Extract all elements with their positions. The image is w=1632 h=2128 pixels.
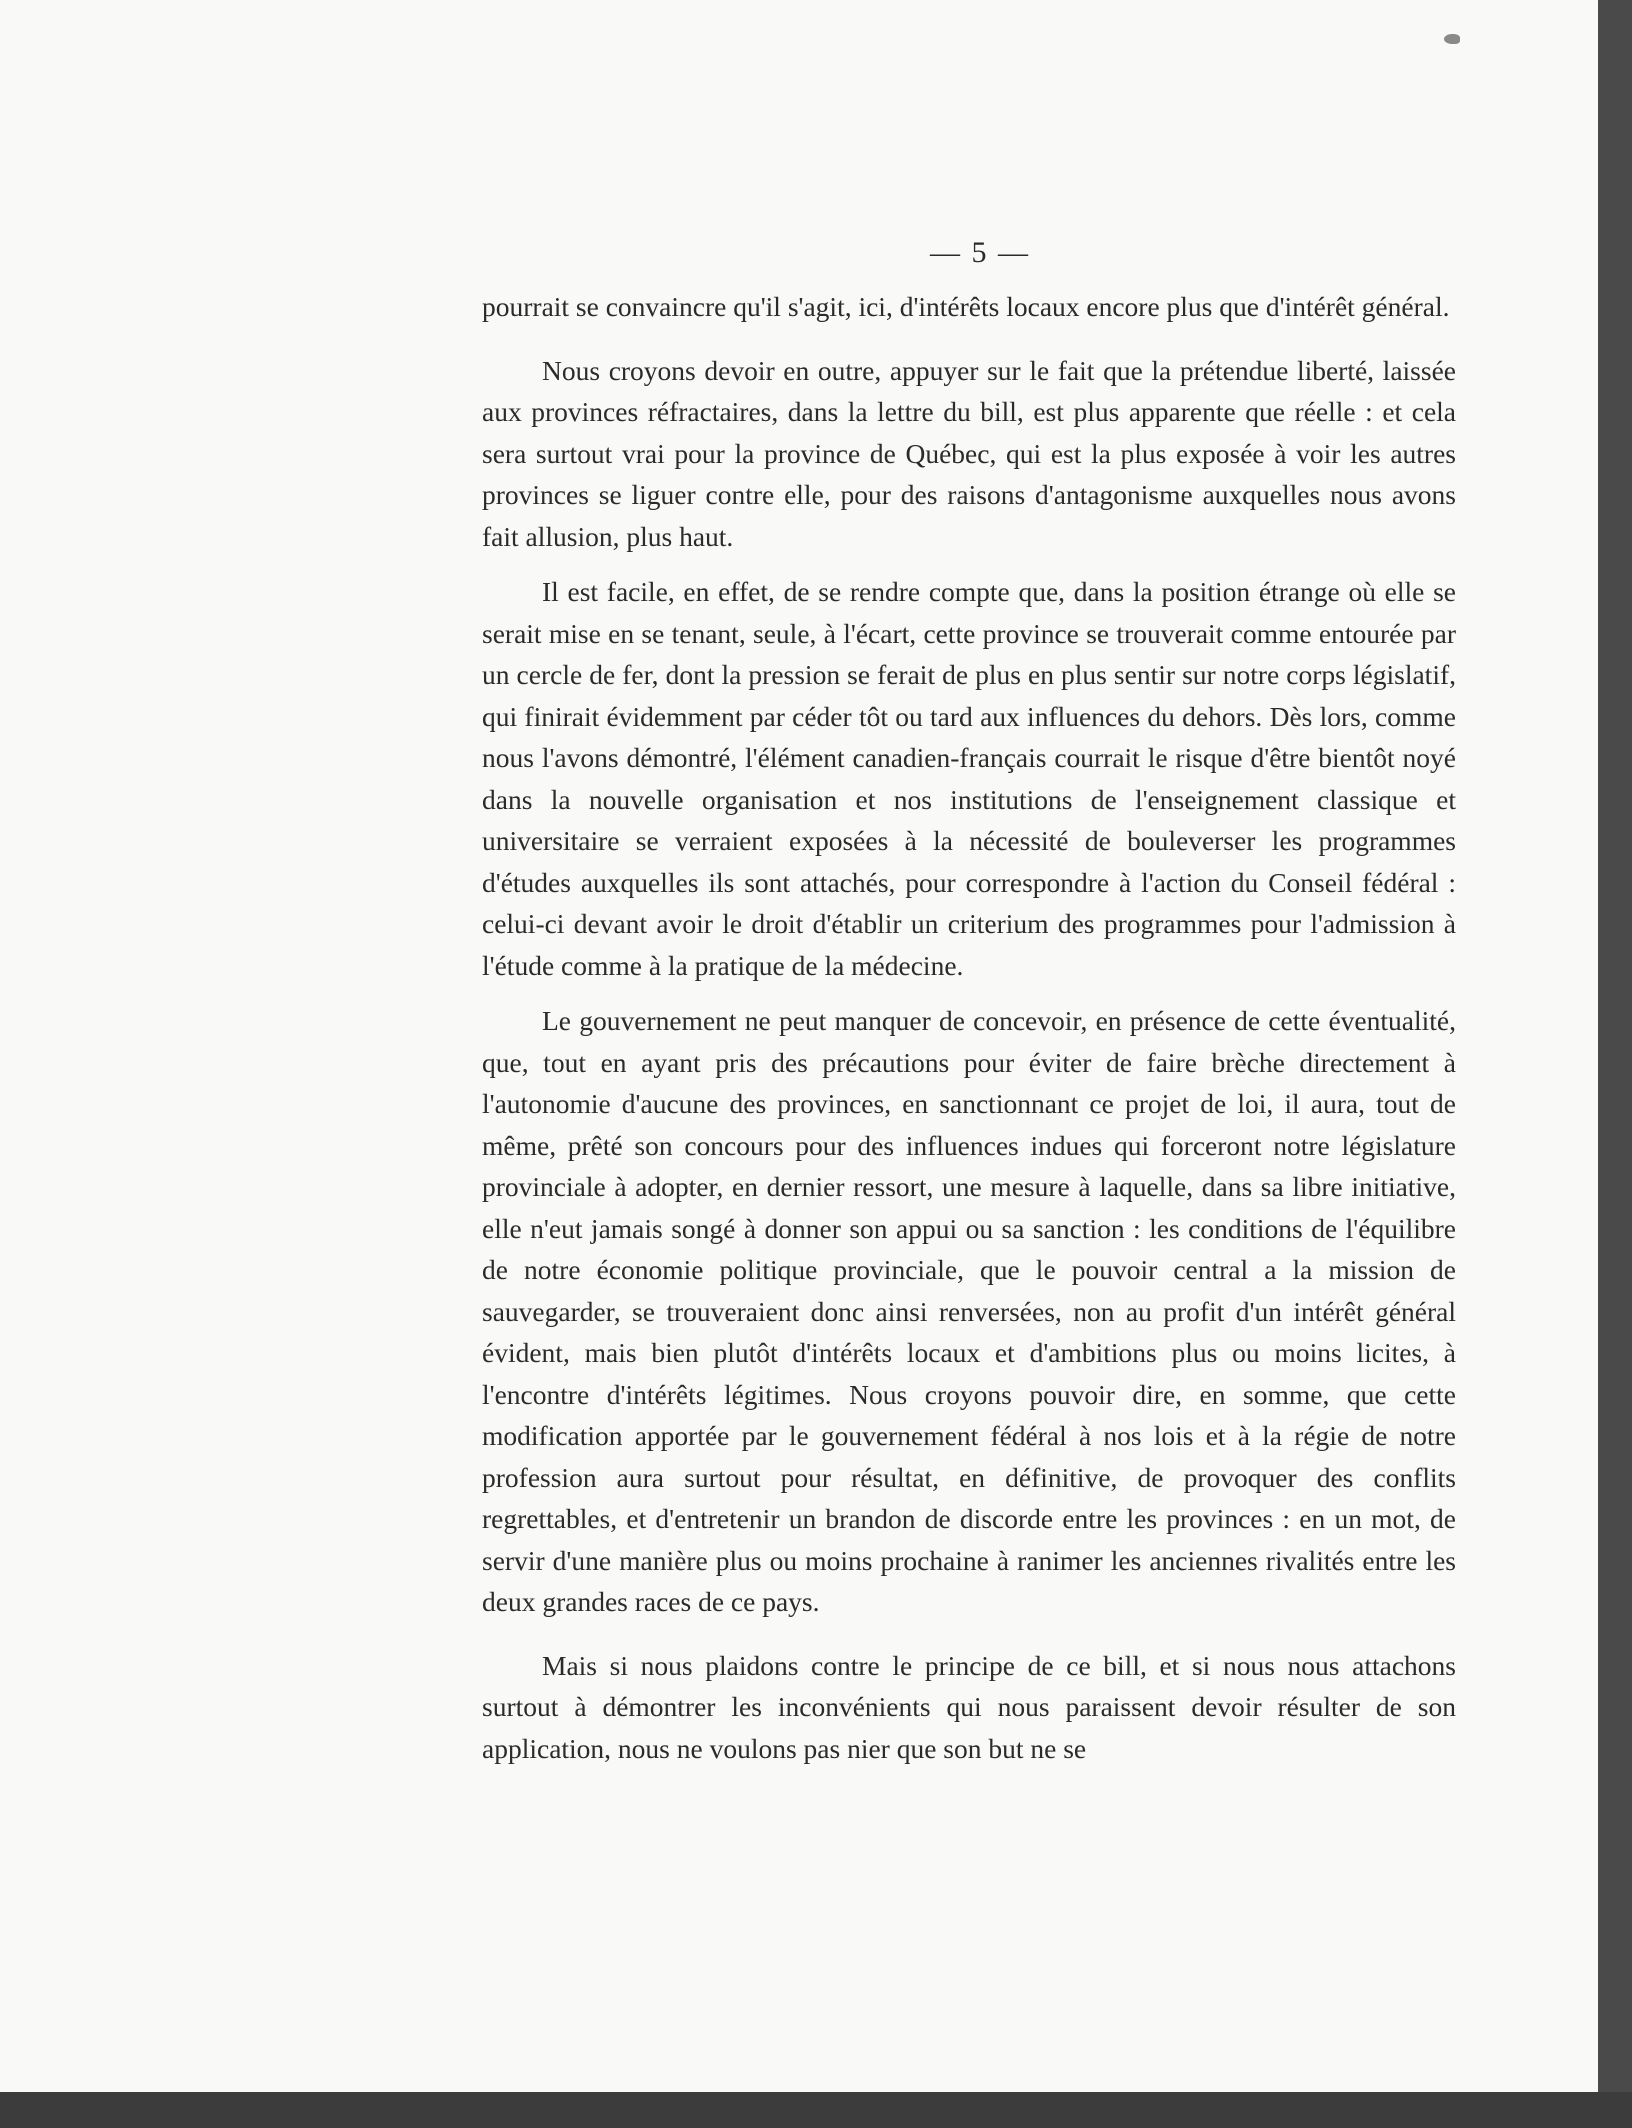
scan-border-bottom — [0, 2092, 1632, 2128]
page-number: — 5 — — [930, 236, 1030, 269]
paragraph: Mais si nous plaidons contre le principe de ce bill, et si nous nous attachons surtout à démontrer les inconvénients qui nous paraissent devoir résulter de son application, nous ne voulons pas nier que son but ne se — [482, 1649, 1456, 1764]
paragraph: Nous croyons devoir en outre, appuyer sur le fait que la prétendue liberté, laissée aux provinces réfractaires, dans la lettre du bill, est plus apparente que réelle : et cela sera surtout vrai pour la province de Québec, qui est la plus exposée à voir les autres provinces se liguer contre elle, pour des raisons d'antagonisme auxquelles nous avons fait allusion, plus haut. — [482, 354, 1456, 552]
scan-border-right — [1598, 0, 1632, 2128]
paragraph: Il est facile, en effet, de se rendre compte que, dans la position étrange où elle se serait mise en se tenant, seule, à l'écart, cette province se trouverait comme entourée par un cercle de fer, dont la pression se ferait de plus en plus sentir sur notre corps législatif, qui finirait évidemment par céder tôt ou tard aux influences du dehors. Dès lors, comme nous l'avons démontré, l'élément canadien-français courrait le risque d'être bientôt noyé dans la nouvelle organisation et nos institutions de l'enseignement classique et universitaire se verraient exposées à la nécessité de bouleverser les programmes d'études auxquelles ils sont attachés, pour correspondre à l'action du Conseil fédéral : celui-ci devant avoir le droit d'établir un criterium des programmes pour l'admission à l'étude comme à la pratique de la médecine. — [482, 576, 1456, 981]
paragraph-continuation: pourrait se convaincre qu'il s'agit, ici, d'intérêts locaux encore plus que d'intérêt général. — [482, 291, 1450, 322]
body-text — [482, 286, 1456, 1769]
paragraph: Le gouvernement ne peut manquer de concevoir, en présence de cette éventualité, que, tout en ayant pris des précautions pour éviter de faire brèche directement à l'autonomie d'aucune des provinces, en sanctionnant ce projet de loi, il aura, tout de même, prêté son concours pour des influences indues qui forceront notre législature provinciale à adopter, en dernier ressort, une mesure à laquelle, dans sa libre initiative, elle n'eut jamais songé à donner son appui ou sa sanction : les conditions de l'équilibre de notre économie politique provinciale, que le pouvoir central a la mission de sauvegarder, se trouveraient donc ainsi renversées, non au profit d'un intérêt général évident, mais bien plutôt d'intérêts locaux et d'ambitions plus ou moins licites, à l'encontre d'intérêts légitimes. Nous croyons pouvoir dire, en somme, que cette modification apportée par le gouvernement fédéral à nos lois et à la régie de notre profession aura surtout pour résultat, en définitive, de provoquer des conflits regrettables, et d'entretenir un brandon de discorde entre les provinces : en un mot, de servir d'une manière plus ou moins prochaine à ranimer les anciennes rivalités entre les deux grandes races de ce pays. — [482, 1005, 1456, 1617]
scan-blemish — [1444, 34, 1460, 44]
